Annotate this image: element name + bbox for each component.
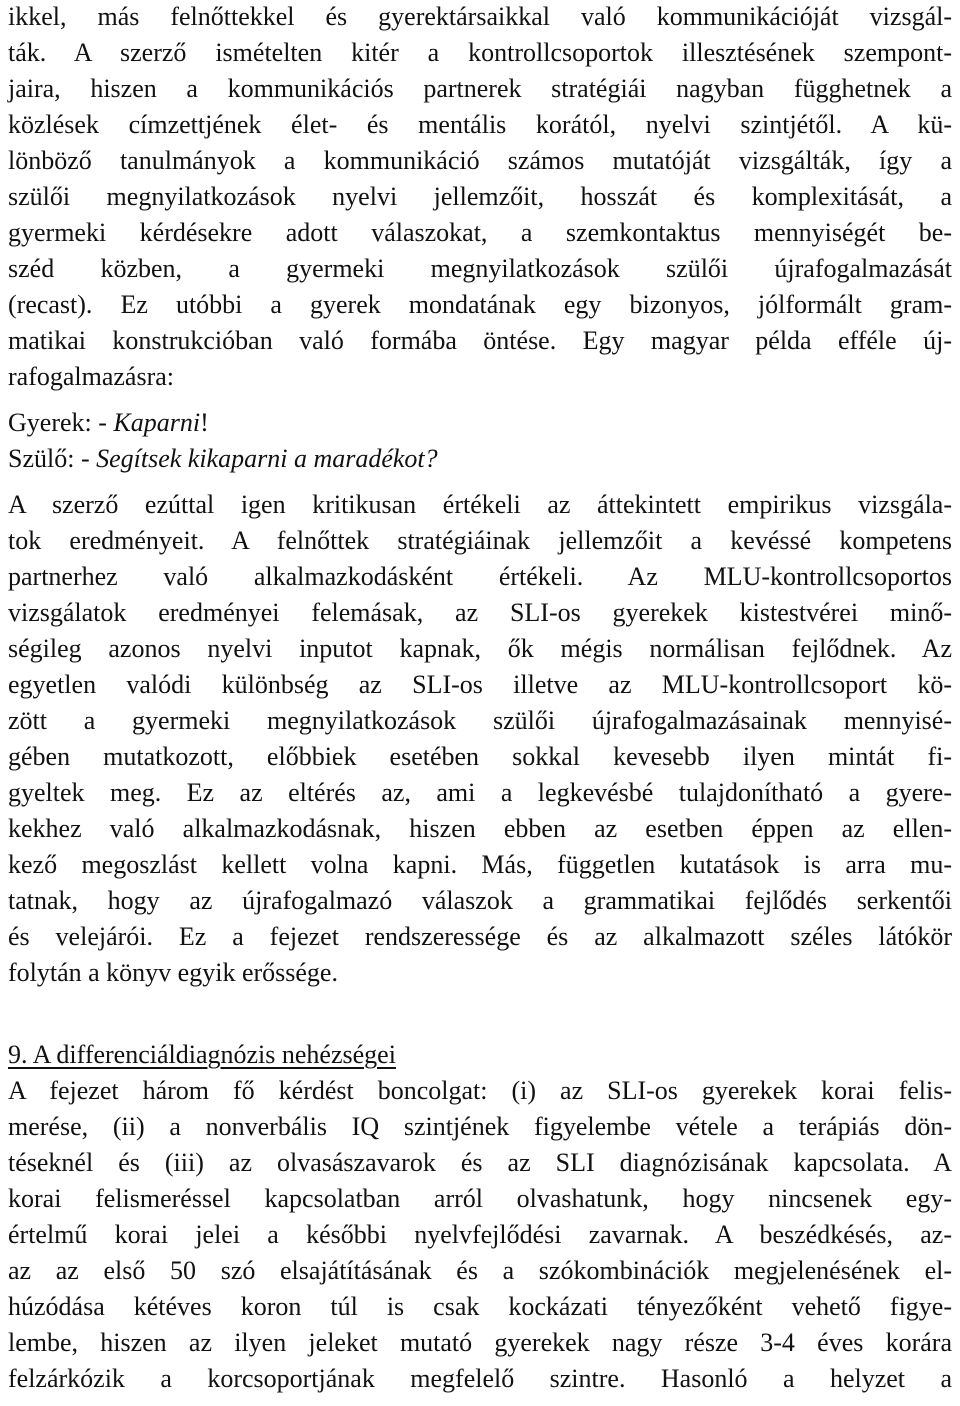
child-utterance: Kaparni — [113, 408, 201, 437]
text-line: folytán a könyv egyik erőssége. — [8, 958, 338, 987]
text-line: téseknél és (iii) az olvasászavarok és az SLI diagnózisának kapcsolata. A — [8, 1148, 952, 1177]
text-line: húzódása kétéves koron túl is csak kockázati tényezőként vehető figye- — [8, 1292, 952, 1321]
text-line: lönböző tanulmányok a kommunikáció számos mutatóját vizsgálták, így a — [8, 146, 952, 175]
text-line: egyetlen valódi különbség az SLI-os illetve az MLU-kontrollcsoport kö- — [8, 670, 952, 699]
parent-label: Szülő: - — [8, 444, 97, 473]
text-line: zött a gyermeki megnyilatkozások szülői újrafogalmazásainak mennyisé- — [8, 706, 952, 735]
text-line: vizsgálatok eredményei felemásak, az SLI-os gyerekek kistestvérei minő- — [8, 598, 952, 627]
text-line: tatnak, hogy az újrafogalmazó válaszok a grammatikai fejlődés serkentői — [8, 886, 952, 915]
text-line: ségileg azonos nyelvi inputot kapnak, ők mégis normálisan fejlődnek. Az — [8, 634, 952, 663]
section-heading-text: 9. A differenciáldiagnózis nehézségei — [8, 1040, 396, 1069]
text-line: (recast). Ez utóbbi a gyerek mondatának egy bizonyos, jólformált gram- — [8, 290, 952, 319]
text-line: ták. A szerző ismételten kitér a kontrollcsoportok illesztésének szempont- — [8, 38, 952, 67]
child-end: ! — [200, 408, 209, 437]
text-line: és velejárói. Ez a fejezet rendszeressége és az alkalmazott széles látókör — [8, 922, 952, 951]
text-line: értelmű korai jelei a későbbi nyelvfejlődési zavarnak. A beszédkésés, az- — [8, 1220, 952, 1249]
text-line: széd közben, a gyermeki megnyilatkozások szülői újrafogalmazását — [8, 254, 952, 283]
text-line: gében mutatkozott, előbbiek esetében sokkal kevesebb ilyen mintát fi- — [8, 742, 952, 771]
text-line: A fejezet három fő kérdést boncolgat: (i) az SLI-os gyerekek korai felis- — [8, 1076, 952, 1105]
section-heading — [8, 1038, 952, 1072]
child-label: Gyerek: - — [8, 408, 114, 437]
text-line: közlések címzettjének élet- és mentális korától, nyelvi szintjétől. A kü- — [8, 110, 952, 139]
text-line: az az első 50 szó elsajátításának és a szókombinációk megjelenésének el- — [8, 1256, 952, 1285]
text-line: rafogalmazásra: — [8, 362, 175, 391]
text-line: ikkel, más felnőttekkel és gyerektársaikkal való kommunikációját vizsgál- — [8, 2, 952, 31]
parent-line — [8, 442, 952, 476]
text-line: korai felismeréssel kapcsolatban arról olvashatunk, hogy nincsenek egy- — [8, 1184, 952, 1213]
text-line: szülői megnyilatkozások nyelvi jellemzőit, hosszát és komplexitását, a — [8, 182, 952, 211]
text-line: tok eredményeit. A felnőttek stratégiáinak jellemzőit a kevéssé kompetens — [8, 526, 952, 555]
text-line: kező megoszlást kellett volna kapni. Más, független kutatások is arra mu- — [8, 850, 952, 879]
text-line: gyeltek meg. Ez az eltérés az, ami a legkevésbé tulajdonítható a gyere- — [8, 778, 952, 807]
text-line: jaira, hiszen a kommunikációs partnerek stratégiái nagyban függhetnek a — [8, 74, 952, 103]
text-line: A szerző ezúttal igen kritikusan értékeli az áttekintett empirikus vizsgála- — [8, 490, 952, 519]
text-line: felzárkózik a korcsoportjának megfelelő szintre. Hasonló a helyzet a — [8, 1364, 952, 1393]
text-line: matikai konstrukcióban való formába öntése. Egy magyar példa efféle új- — [8, 326, 952, 355]
text-line: merése, (ii) a nonverbális IQ szintjének figyelembe vétele a terápiás dön- — [8, 1112, 952, 1141]
child-line — [8, 406, 952, 440]
parent-utterance: Segítsek kikaparni a maradékot? — [96, 444, 438, 473]
text-line: lembe, hiszen az ilyen jeleket mutató gyerekek nagy része 3-4 éves korára — [8, 1328, 952, 1357]
text-line: gyermeki kérdésekre adott válaszokat, a szemkontaktus mennyiségét be- — [8, 218, 952, 247]
text-line: kekhez való alkalmazkodásnak, hiszen ebben az esetben éppen az ellen- — [8, 814, 952, 843]
text-line: partnerhez való alkalmazkodásként értékeli. Az MLU-kontrollcsoportos — [8, 562, 952, 591]
